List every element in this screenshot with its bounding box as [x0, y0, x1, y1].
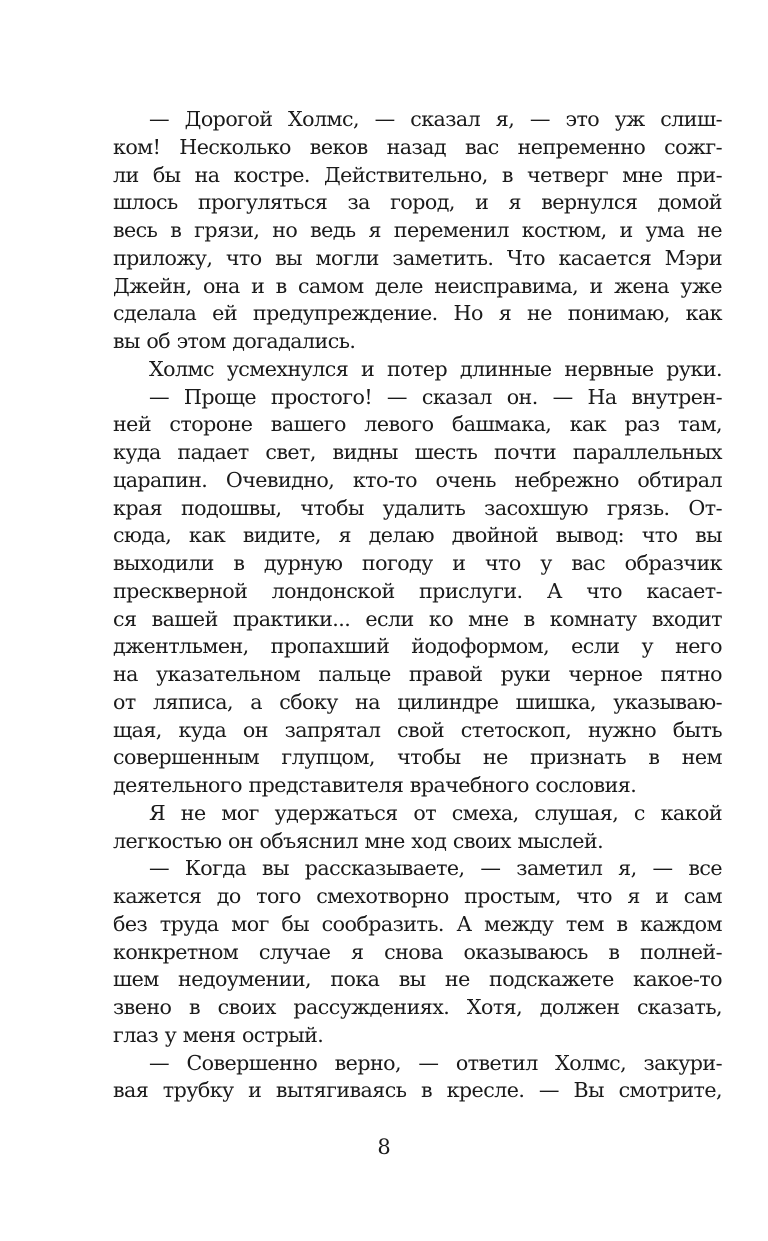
text-line: весь в грязи, но ведь я переменил костюм, и ума не: [113, 218, 722, 242]
text-line: конкретном случае я снова оказываюсь в полней-: [113, 939, 722, 964]
text-line: ком! Несколько веков назад вас непременно сожг-: [113, 134, 722, 159]
text-line: кажется до того смехотворно простым, что я и сам: [113, 884, 722, 908]
text-line: — Совершенно верно, — ответил Холмс, закури-: [149, 1050, 722, 1075]
text-line: куда падает свет, видны шесть почти параллельных: [113, 440, 722, 464]
text-line: ли бы на костре. Действительно, в четверг мне при-: [113, 162, 722, 187]
text-line: вы об этом догадались.: [113, 329, 356, 353]
text-line: шем недоумении, пока вы не подскажете какое-то: [113, 967, 722, 992]
text-line: Я не мог удержаться от смеха, слушая, с какой: [149, 800, 722, 825]
text-line: сделала ей предупреждение. Но я не понимаю, как: [113, 301, 722, 326]
text-line: — Дорогой Холмс, — сказал я, — это уж слиш-: [149, 107, 722, 131]
text-line: щая, куда он запрятал свой стетоскоп, нужно быть: [113, 717, 722, 742]
text-line: деятельного представителя врачебного сословия.: [113, 773, 637, 797]
text-line: — Когда вы рассказываете, — заметил я, — все: [149, 856, 722, 881]
text-line: приложу, что вы могли заметить. Что касается Мэри: [113, 245, 722, 270]
text-line: легкостью он объяснил мне ход своих мыслей.: [113, 828, 604, 853]
page-number: 8: [377, 1135, 391, 1159]
text-line: совершенным глупцом, чтобы не признать в нем: [113, 745, 722, 770]
text-line: глаз у меня острый.: [113, 1022, 324, 1047]
text-line: сюда, как видите, я делаю двойной вывод: что вы: [113, 523, 722, 548]
text-line: вая трубку и вытягиваясь в кресле. — Вы смотрите,: [113, 1078, 722, 1103]
text-line: от ляписа, а сбоку на цилиндре шишка, указываю-: [113, 689, 722, 714]
text-line: шлось прогуляться за город, и я вернулся домой: [113, 190, 722, 215]
text-line: Холмс усмехнулся и потер длинные нервные руки.: [149, 356, 722, 381]
text-line: ней стороне вашего левого башмака, как раз там,: [113, 412, 722, 437]
text-line: прескверной лондонской прислуги. А что касает-: [113, 578, 722, 603]
text-line: царапин. Очевидно, кто-то очень небрежно обтирал: [113, 467, 722, 492]
text-line: джентльмен, пропахший йодоформом, если у него: [113, 634, 722, 659]
text-line: края подошвы, чтобы удалить засохшую грязь. От-: [113, 495, 722, 520]
text-line: — Проще простого! — сказал он. — На внутрен-: [149, 384, 722, 409]
text-line: звено в своих рассуждениях. Хотя, должен сказать,: [113, 995, 722, 1019]
page-body: [113, 106, 722, 1105]
text-line: на указательном пальце правой руки черное пятно: [113, 662, 722, 686]
text-line: без труда мог бы сообразить. А между тем в каждом: [113, 911, 722, 936]
text-line: выходили в дурную погоду и что у вас образчик: [113, 551, 722, 575]
text-line: Джейн, она и в самом деле неисправима, и жена уже: [113, 273, 722, 298]
text-line: ся вашей практики... если ко мне в комнату входит: [113, 606, 722, 631]
